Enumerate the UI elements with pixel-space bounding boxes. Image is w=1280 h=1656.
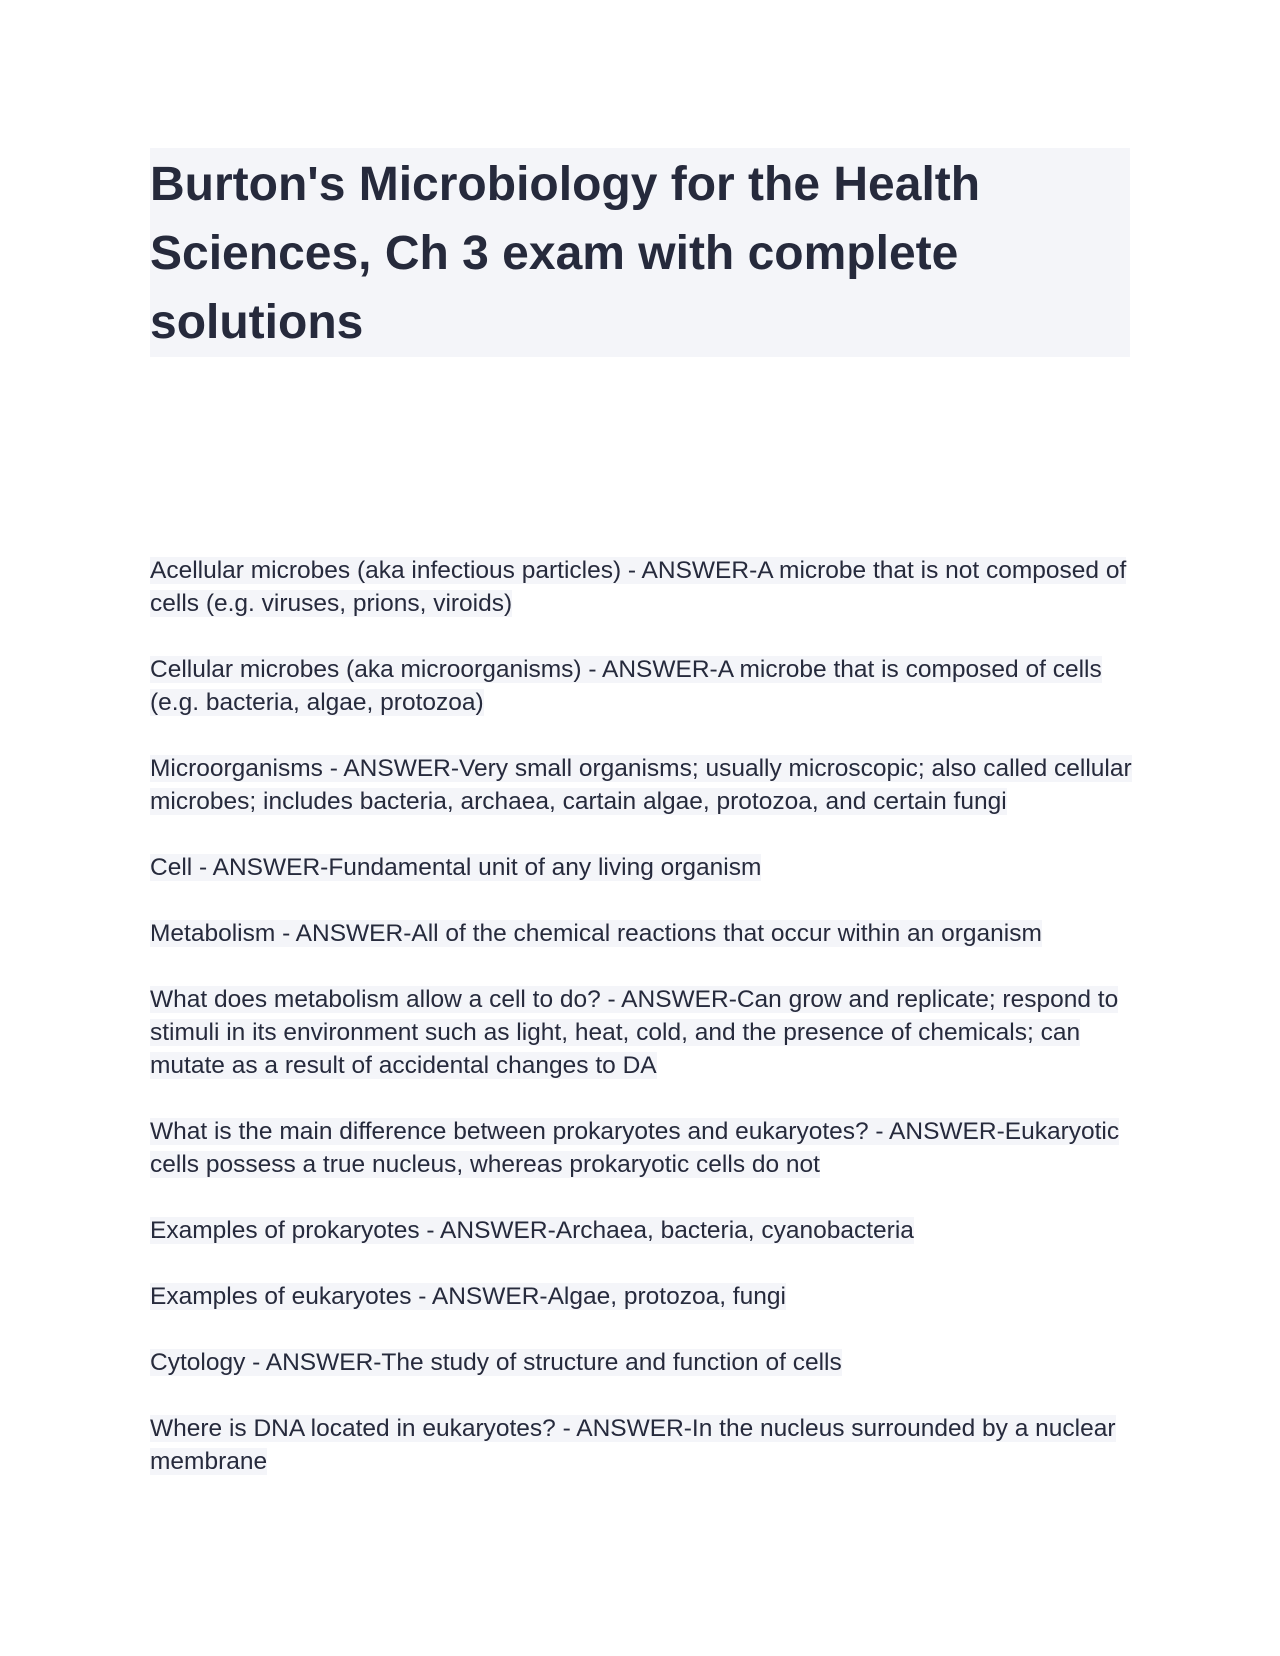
qa-text: Examples of prokaryotes - ANSWER-Archaea, bacteria, cyanobacteria <box>150 1217 914 1244</box>
qa-item <box>150 1280 1140 1313</box>
document-title: Burton's Microbiology for the Health Sciences, Ch 3 exam with complete solutions <box>150 158 981 349</box>
qa-text: Examples of eukaryotes - ANSWER-Algae, protozoa, fungi <box>150 1283 786 1310</box>
qa-text: Metabolism - ANSWER-All of the chemical reactions that occur within an organism <box>150 920 1042 947</box>
qa-text: Acellular microbes (aka infectious particles) - ANSWER-A microbe that is not composed of cells (e.g. viruses, prions, viroids) <box>150 557 1127 617</box>
qa-text: Cellular microbes (aka microorganisms) - ANSWER-A microbe that is composed of cells (e.g. bacteria, algae, protozoa) <box>150 656 1102 716</box>
qa-item <box>150 653 1140 719</box>
qa-item <box>150 752 1140 818</box>
qa-item <box>150 1412 1140 1478</box>
qa-item <box>150 983 1140 1082</box>
qa-text: Cell - ANSWER-Fundamental unit of any living organism <box>150 854 762 881</box>
qa-text: What is the main difference between prokaryotes and eukaryotes? - ANSWER-Eukaryotic cells possess a true nucleus, whereas prokaryotic cells do not <box>150 1118 1120 1178</box>
qa-text: What does metabolism allow a cell to do? - ANSWER-Can grow and replicate; respond to stimuli in its environment such as light, heat, cold, and the presence of chemicals; can mutate as a result of accidental changes to DA <box>150 986 1119 1079</box>
qa-list <box>150 554 1140 1511</box>
qa-text: Where is DNA located in eukaryotes? - ANSWER-In the nucleus surrounded by a nuclear membrane <box>150 1415 1116 1475</box>
qa-item <box>150 554 1140 620</box>
qa-item <box>150 917 1140 950</box>
qa-item <box>150 1214 1140 1247</box>
qa-item <box>150 1346 1140 1379</box>
qa-text: Microorganisms - ANSWER-Very small organisms; usually microscopic; also called cellular microbes; includes bacteria, archaea, cartain algae, protozoa, and certain fungi <box>150 755 1132 815</box>
document-header <box>150 148 1130 357</box>
qa-item <box>150 1115 1140 1181</box>
title-block <box>150 148 1130 357</box>
qa-item <box>150 851 1140 884</box>
qa-text: Cytology - ANSWER-The study of structure and function of cells <box>150 1349 842 1376</box>
